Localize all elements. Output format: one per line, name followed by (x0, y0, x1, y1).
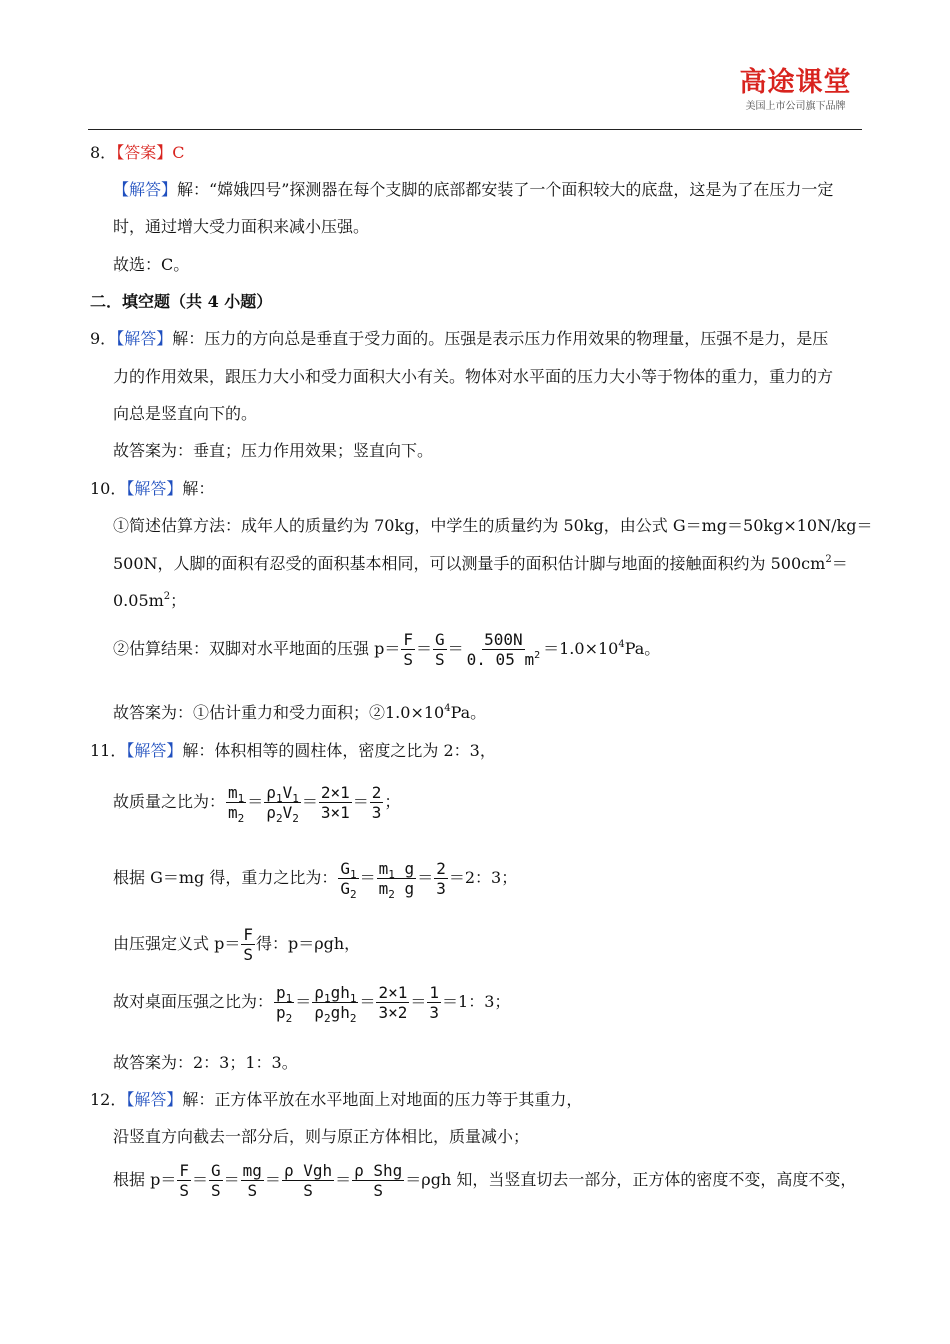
q10-step2-prefix: ②估算结果：双脚对水平地面的压强 p＝ (113, 639, 401, 658)
fraction-rhogh (312, 983, 358, 1025)
denominator: $\rho_2V_2$ (266, 803, 299, 825)
brand-name: 高途课堂 (739, 67, 852, 98)
fraction-G-over-S (433, 630, 447, 669)
q11-weight-line (113, 856, 517, 900)
q12-suffix: ＝ρgh 知，当竖直切去一部分，正方体的密度不变，高度不变， (405, 1170, 857, 1189)
q11-mass-line (113, 780, 400, 824)
fraction-p1-over-p2 (274, 983, 294, 1025)
numerator: F (403, 630, 413, 649)
q10-exp-4b: 4 (444, 703, 451, 714)
fraction-2x1-over-3x1 (319, 783, 352, 822)
header-divider (88, 129, 862, 130)
q10-number: 10． (90, 479, 127, 498)
denominator (465, 650, 542, 669)
fraction-F-over-S (401, 630, 415, 669)
denominator: $G_2$ (340, 879, 357, 901)
eq-sign: ＝ (223, 1170, 240, 1189)
q10-sup-2b: 2 (163, 591, 171, 602)
eq-sign: ＝ (410, 992, 427, 1011)
q9-analysis-tag: 【解答】 (116, 329, 173, 348)
fraction-rhoVgh-over-S (282, 1161, 334, 1200)
numerator: 2 (436, 859, 446, 878)
numerator: F (179, 1161, 189, 1180)
q10-line1 (90, 478, 214, 500)
q8-analysis-line2: 时，通过增大受力面积来减小压强。 (113, 217, 370, 236)
numerator: ρ Vgh (283, 1161, 333, 1180)
numerator: 2×1 (320, 783, 350, 802)
q12-line1 (90, 1089, 582, 1111)
q10-exp-4a: 4 (618, 639, 625, 650)
q12-analysis-tag: 【解答】 (126, 1090, 183, 1109)
fraction-2-over-3 (370, 783, 384, 822)
q11-ratio-13: ＝1：3； (442, 992, 511, 1011)
denominator: S (303, 1181, 313, 1200)
q8-conclusion: 故选：C。 (113, 255, 190, 274)
area-value: 0. 05 m (466, 650, 535, 669)
q10-unit-a: Pa。 (624, 639, 661, 658)
q11-def-line (113, 922, 360, 966)
fraction-1-over-3 (427, 983, 441, 1022)
denominator: $p_2$ (276, 1003, 293, 1025)
q8-answer-line (90, 142, 184, 164)
eq-sign: ＝ (415, 639, 432, 658)
q11-mass-prefix: 故质量之比为： (113, 792, 226, 811)
fraction-2x1-over-3x2 (376, 983, 409, 1022)
numerator: $\rho_1V_1$ (266, 783, 299, 805)
q10-eq: ＝ (831, 554, 848, 573)
eq-sign: ＝ (417, 868, 434, 887)
denominator: 3×2 (378, 1003, 408, 1022)
denominator: S (403, 650, 413, 669)
q8-analysis-text1: 解：“嫦娥四号”探测器在每个支脚的底部都安装了一个面积较大的底盘，这是为了在压力一定 (177, 180, 834, 199)
q12-number: 12． (90, 1090, 127, 1109)
q10-step2-line (113, 629, 660, 669)
fraction-mg-over-S (241, 1161, 264, 1200)
denominator: S (373, 1181, 384, 1200)
fraction-F-over-S (241, 925, 255, 964)
numerator: $m_1$ g (378, 859, 415, 881)
numerator: ρ Shg (354, 1161, 403, 1180)
eq-sign: ＝ (352, 792, 369, 811)
denominator: 3×1 (320, 803, 350, 822)
eq-sign: ＝ (301, 792, 318, 811)
fraction-m1-over-m2 (226, 783, 246, 825)
denominator: 3 (436, 879, 446, 898)
numerator: 500N (484, 630, 523, 649)
q11-text1: 解：体积相等的圆柱体，密度之比为 2：3， (182, 741, 496, 760)
denominator: $m_2$ g (378, 879, 415, 901)
denominator: 3 (371, 803, 382, 822)
q12-prefix: 根据 p＝ (113, 1170, 177, 1189)
q9-conclusion: 故答案为：垂直；压力作用效果；竖直向下。 (113, 441, 434, 460)
q10-conclusion (113, 702, 486, 724)
q10-step1-text2: 500N，人脚的面积有忍受的面积基本相同，可以测量手的面积估计脚与地面的接触面积约为 500cm (113, 554, 826, 573)
denominator: S (243, 945, 253, 964)
q11-ratio-23: ＝2：3； (448, 868, 518, 887)
eq-sign: ＝ (359, 868, 376, 887)
q11-def-suffix: 得：p＝ρgh， (255, 934, 361, 953)
q11-analysis-tag: 【解答】 (126, 741, 183, 760)
numerator: $G_1$ (340, 859, 357, 881)
numerator: $p_1$ (276, 983, 293, 1005)
q8-analysis-tag: 【解答】 (113, 180, 178, 199)
q10-step1-line3 (113, 590, 186, 612)
section-title: 二．填空题（共 4 小题） (90, 292, 273, 311)
q8-analysis-line1 (113, 179, 833, 201)
q9-text1: 解：压力的方向总是垂直于受力面的。压强是表示压力作用效果的物理量，压强不是力，是压 (172, 329, 829, 348)
numerator: 2 (371, 783, 382, 802)
semi: ； (384, 792, 401, 811)
q10-step1-line1: ①简述估算方法：成年人的质量约为 70kg，中学生的质量约为 50kg，由公式 G＝mg＝50kg×10N/kg＝ (113, 516, 873, 535)
fraction-rhoShg-over-S (352, 1161, 404, 1200)
eq-sign: ＝ (191, 1170, 208, 1189)
q9-line3: 向总是竖直向下的。 (113, 404, 258, 423)
numerator: G (211, 1161, 221, 1180)
numerator: 1 (429, 983, 440, 1002)
eq-sign: ＝ (359, 992, 376, 1011)
fraction-G1-over-G2 (338, 859, 358, 901)
numerator: F (243, 925, 253, 944)
fraction-2-over-3 (434, 859, 448, 898)
numerator: mg (242, 1161, 262, 1180)
fraction-500N-over-area (465, 630, 542, 669)
numerator: $\rho_1gh_1$ (314, 983, 357, 1005)
eq-sign: ＝ (247, 792, 264, 811)
q11-number: 11． (90, 741, 127, 760)
brand-tagline: 美国上市公司旗下品牌 (745, 101, 846, 112)
q9-line1 (90, 328, 828, 350)
denominator: 3 (429, 1003, 440, 1022)
eq-sign: ＝ (335, 1170, 352, 1189)
q10-analysis-tag: 【解答】 (126, 479, 183, 498)
brand-logo (738, 68, 853, 114)
denominator: S (247, 1181, 258, 1200)
numerator: G (435, 630, 445, 649)
q10-sup-2a: 2 (825, 554, 832, 565)
numerator: 2×1 (378, 983, 408, 1002)
fraction-G-over-S (209, 1161, 223, 1200)
q10-semi: ； (170, 591, 187, 610)
q9-line2: 力的作用效果，跟压力大小和受力面积大小有关。物体对水平面的压力大小等于物体的重力，重力的方 (113, 367, 834, 386)
fraction-F-over-S (177, 1161, 191, 1200)
fraction-m1g-over-m2g (377, 859, 417, 901)
denominator: $\rho_2gh_2$ (314, 1003, 357, 1025)
q11-pressure-line (113, 980, 510, 1024)
q10-step1-line2 (113, 553, 848, 575)
q11-pressure-prefix: 故对桌面压强之比为： (113, 992, 274, 1011)
q11-conclusion: 故答案为：2：3；1：3。 (113, 1053, 298, 1072)
q11-weight-prefix: 根据 G＝mg 得，重力之比为： (113, 868, 338, 887)
q10-step2-result: ＝1.0×10 (543, 639, 619, 658)
denominator: S (211, 1181, 221, 1200)
q9-number: 9． (90, 329, 117, 348)
eq-sign: ＝ (264, 1170, 281, 1189)
eq-sign: ＝ (447, 639, 464, 658)
q8-answer-tag: 【答案】 (116, 143, 173, 162)
q10-unit-b: Pa。 (450, 703, 487, 722)
fraction-rhoV (264, 783, 301, 825)
q11-def-prefix: 由压强定义式 p＝ (113, 934, 241, 953)
denominator: S (435, 650, 445, 669)
denominator: $m_2$ (228, 803, 245, 825)
q8-answer-value: C (172, 143, 185, 162)
denominator: S (179, 1181, 189, 1200)
eq-sign: ＝ (295, 992, 312, 1011)
q10-conclusion-text: 故答案为：①估计重力和受力面积；②1.0×10 (113, 703, 445, 722)
q8-number: 8． (90, 143, 117, 162)
q12-formula-line (113, 1158, 856, 1202)
q11-line1 (90, 740, 496, 762)
area-sup: 2 (534, 650, 541, 661)
q10-intro: 解： (182, 479, 215, 498)
numerator: $m_1$ (228, 783, 245, 805)
q10-step1-text3: 0.05m (113, 591, 164, 610)
q12-line2: 沿竖直方向截去一部分后，则与原正方体相比，质量减小； (113, 1127, 530, 1146)
q12-text1: 解：正方体平放在水平地面上对地面的压力等于其重力， (182, 1090, 583, 1109)
